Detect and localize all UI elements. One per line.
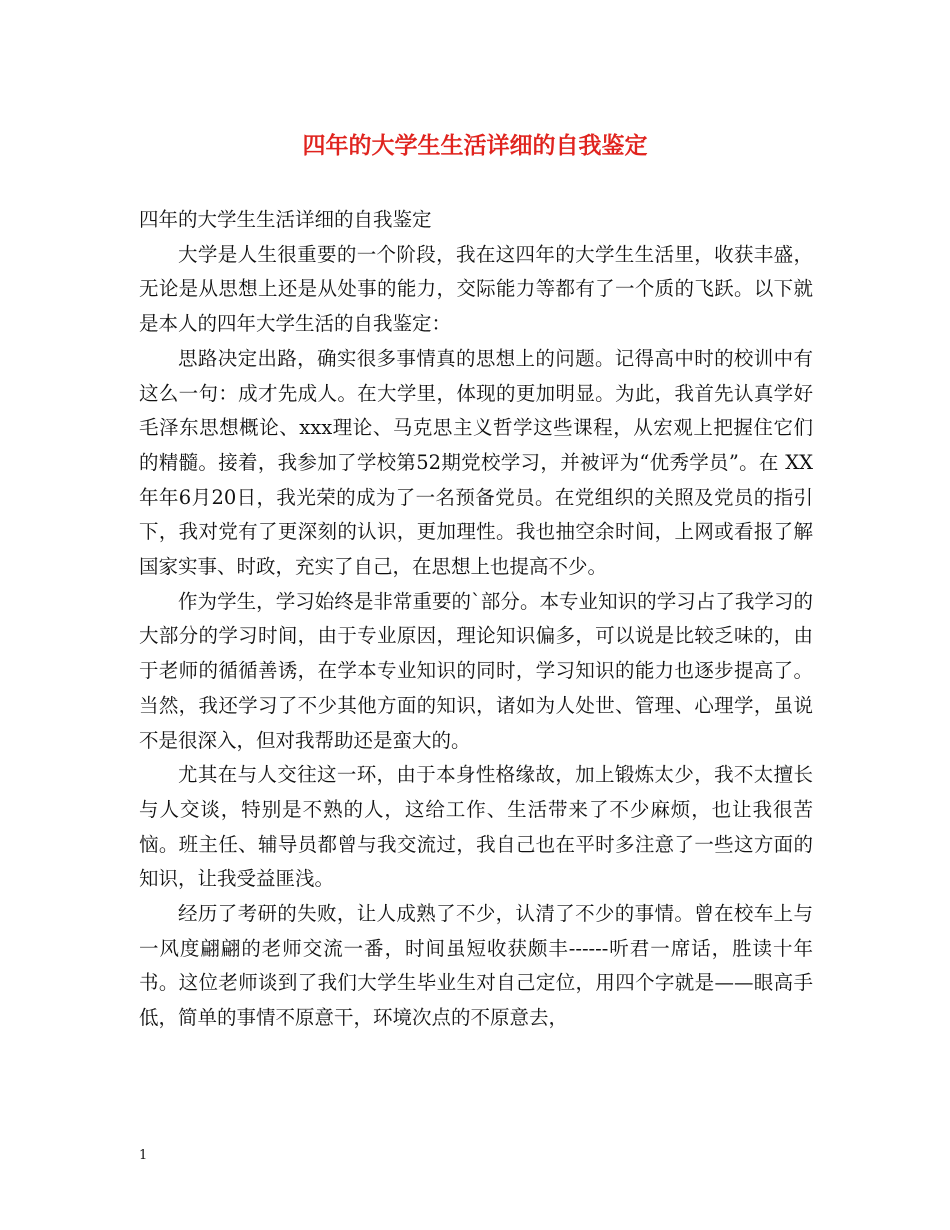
document-subtitle: 四年的大学生生活详细的自我鉴定 — [139, 208, 432, 231]
page-number: 1 — [139, 1148, 148, 1163]
paragraph-study: 作为学生，学习始终是非常重要的`部分。本专业知识的学习占了我学习的大部分的学习时间，由于专业原因，理论知识偏多，可以说是比较乏味的，由于老师的循循善诱，在学本专业知识的同时，学习知识的能力也逐步提高了。当然，我还学习了不少其他方面的知识，诸如为人处世、管理、心理学，虽说不是很深入，但对我帮助还是蛮大的。 — [139, 589, 813, 752]
document-title: 四年的大学生生活详细的自我鉴定 — [302, 132, 648, 159]
paragraph-social: 尤其在与人交往这一环，由于本身性格缘故，加上锻炼太少，我不太擅长与人交谈，特别是不熟的人，这给工作、生活带来了不少麻烦，也让我很苦恼。班主任、辅导员都曾与我交流过，我自己也在平时多注意了一些这方面的知识，让我受益匪浅。 — [139, 763, 813, 891]
paragraph-intro: 大学是人生很重要的一个阶段，我在这四年的大学生生活里，收获丰盛，无论是从思想上还是从处事的能力，交际能力等都有了一个质的飞跃。以下就是本人的四年大学生活的自我鉴定： — [139, 242, 813, 336]
paragraph-thought: 思路决定出路，确实很多事情真的思想上的问题。记得高中时的校训中有这么一句：成才先成人。在大学里，体现的更加明显。为此，我首先认真学好毛泽东思想概论、xxx理论、马克思主义哲学这些课程，从宏观上把握住它们的精髓。接着，我参加了学校第52期党校学习，并被评为“优秀学员”。在 XX年年6月20日，我光荣的成为了一名预备党员。在党组织的关照及党员的指引下，我对党有了更深刻的认识，更加理性。我也抽空余时间，上网或看报了解国家实事、时政，充实了自己，在思想上也提高不少。 — [139, 346, 813, 579]
document-body — [139, 203, 813, 1036]
paragraph-exam: 经历了考研的失败，让人成熟了不少，认清了不少的事情。曾在校车上与一风度翩翩的老师交流一番，时间虽短收获颇丰------听君一席话，胜读十年书。这位老师谈到了我们大学生毕业生对自己定位，用四个字就是——眼高手低，简单的事情不原意干，环境次点的不原意去， — [139, 902, 813, 1030]
